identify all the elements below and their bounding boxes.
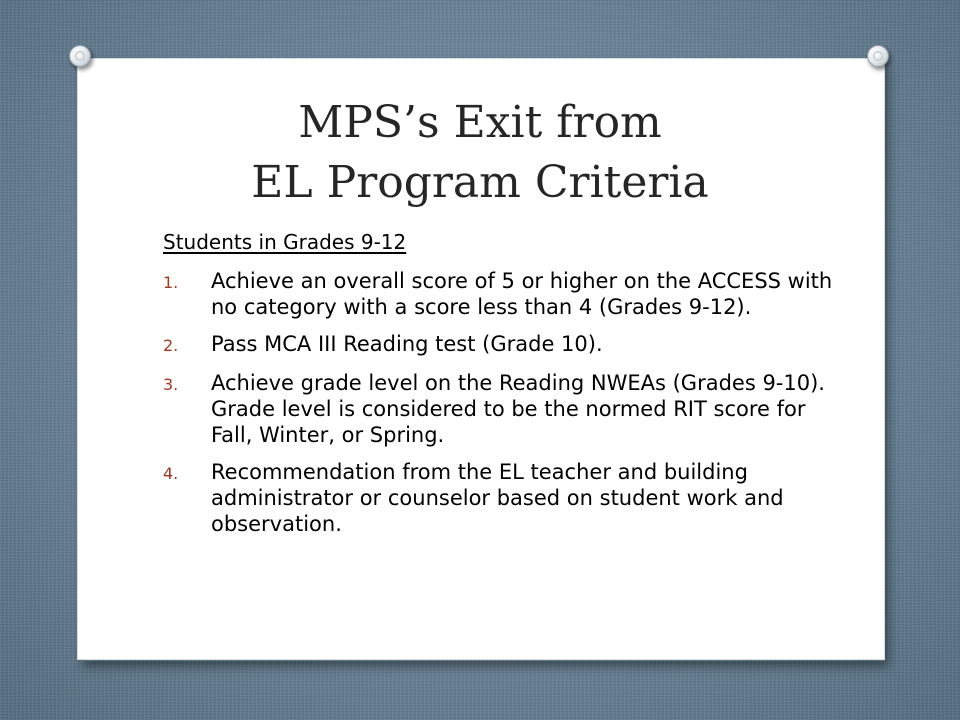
criteria-item-number: 3.: [163, 375, 179, 394]
slide-content: [163, 230, 843, 548]
criteria-item: [163, 268, 843, 320]
criteria-list: [163, 268, 843, 537]
slide-subtitle: Students in Grades 9-12: [163, 230, 407, 254]
criteria-item-text: Pass MCA III Reading test (Grade 10).: [211, 332, 603, 356]
criteria-item-number: 4.: [163, 464, 179, 483]
criteria-item-text: Achieve grade level on the Reading NWEAs (Grades 9-10). Grade level is considered to be the normed RIT score for Fall, Winter, or Spring.: [211, 371, 825, 447]
criteria-item-number: 2.: [163, 336, 179, 355]
criteria-item: [163, 331, 843, 359]
criteria-item-number: 1.: [163, 273, 179, 292]
pushpin-right-icon: [867, 45, 889, 67]
criteria-item-text: Achieve an overall score of 5 or higher on the ACCESS with no category with a score less than 4 (Grades 9-12).: [211, 269, 833, 319]
criteria-item-text: Recommendation from the EL teacher and building administrator or counselor based on student work and observation.: [211, 460, 784, 536]
slide-title-line-1: MPS’s Exit from: [298, 97, 662, 148]
criteria-item: [163, 459, 843, 537]
pushpin-left-icon: [69, 45, 91, 67]
criteria-item: [163, 370, 843, 448]
slide-title: [100, 93, 860, 213]
slide-title-line-2: EL Program Criteria: [251, 157, 709, 208]
